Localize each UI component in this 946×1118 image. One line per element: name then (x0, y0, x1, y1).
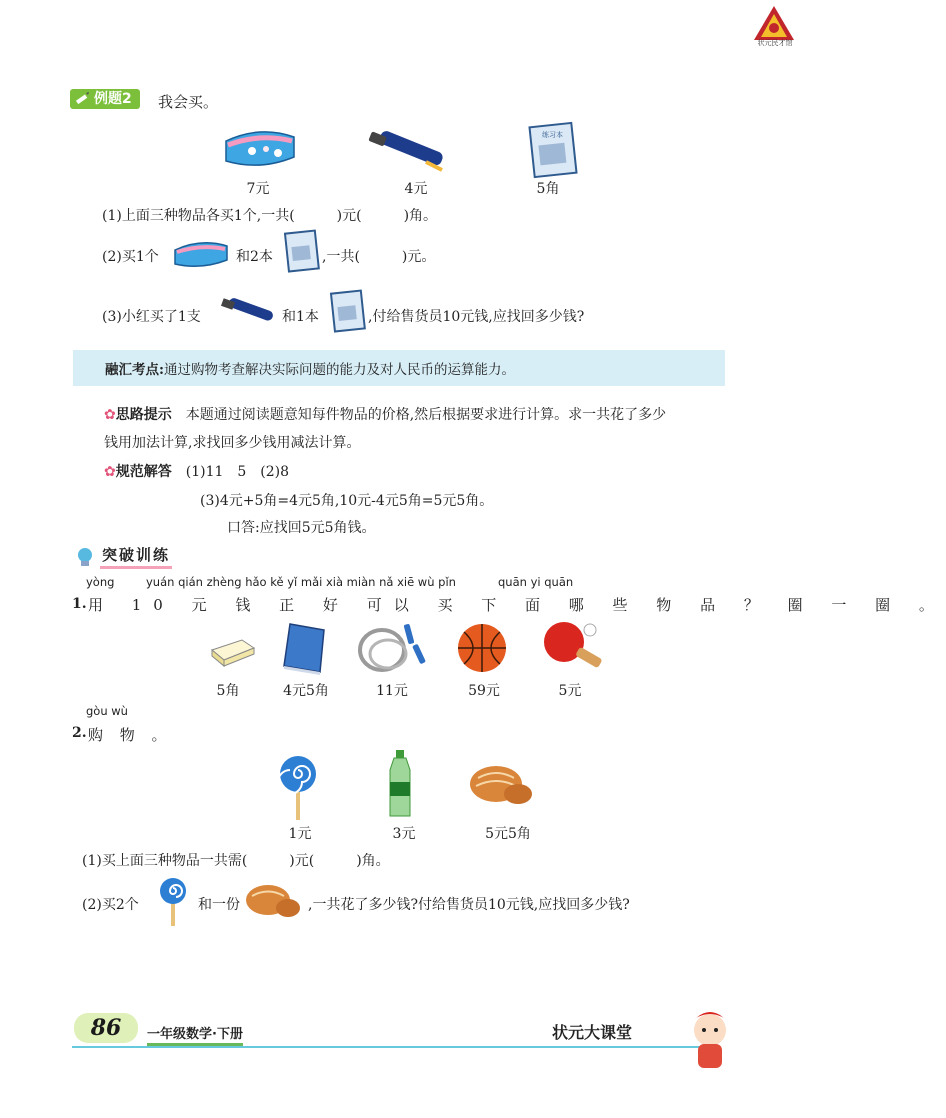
notebook-label: 练习本 (542, 131, 563, 139)
bread-icon (244, 880, 304, 922)
q1-number: 1. (72, 596, 87, 612)
lightbulb-icon (74, 546, 96, 568)
q1-price-basketball: 59元 (468, 683, 500, 699)
example-question-3-part-c: ,付给售货员10元钱,应找回多少钱? (368, 309, 585, 325)
q2-pinyin: gòu wù (86, 704, 128, 718)
q1-pinyin-3: quān yi quān (498, 575, 574, 589)
q1-price-eraser: 5角 (216, 683, 240, 699)
mascot-image (680, 1004, 740, 1074)
price-pencil-bag: 4元 (404, 181, 428, 197)
key-point-box (73, 350, 725, 386)
example-question-2-part-c: ,一共( )元。 (322, 249, 436, 265)
notebook-icon (330, 290, 366, 334)
thinking-hint-line-2: 钱用加法计算,求找回多少钱用减法计算。 (104, 435, 361, 451)
example-question-2-part-b: 和2本 (236, 249, 273, 265)
page-number: 86 (74, 1013, 138, 1043)
lollipop-image (276, 754, 320, 822)
q2-sub-question-2-part-c: ,一共花了多少钱?付给售货员10元钱,应找回多少钱? (308, 897, 630, 913)
price-notebook: 5角 (536, 181, 560, 197)
q2-price-soda: 3元 (392, 826, 416, 842)
example-question-1: (1)上面三种物品各买1个,一共( )元( )角。 (102, 208, 438, 224)
soda-bottle-image (386, 748, 414, 820)
footer-subject: 一年级数学·下册 (147, 1023, 243, 1046)
q2-sub-question-2-part-a: (2)买2个 (82, 897, 139, 913)
example-badge-label: 例题2 (94, 91, 132, 107)
q2-text: 购 物 。 (88, 726, 173, 744)
pencil-bag-image (368, 128, 446, 174)
q1-price-jump-rope: 11元 (376, 683, 408, 699)
eraser-image (208, 632, 258, 668)
q2-sub-question-2-part-b: 和一份 (198, 897, 240, 913)
notebook-image (528, 122, 578, 178)
ping-pong-paddle-image (538, 620, 608, 672)
thinking-hint-line-1: ✿思路提示 本题通过阅读题意知每件物品的价格,然后根据要求进行计算。求一共花了多少 (104, 407, 667, 423)
notebook-icon (284, 230, 320, 274)
flower-icon: ✿ (104, 407, 116, 423)
blue-book-image (280, 620, 332, 676)
training-section-title (74, 544, 172, 569)
example-title: 我会买。 (158, 93, 219, 111)
bread-image (468, 760, 536, 810)
thinking-hint-label: 思路提示 (115, 407, 172, 423)
footer-brand: 状元大课堂 (552, 1023, 633, 1042)
training-section-label: 突破训练 (100, 544, 172, 569)
price-pencil-case: 7元 (246, 181, 270, 197)
example-badge (70, 89, 140, 109)
answer-line-2: (3)4元+5角=4元5角,10元-4元5角=5元5角。 (200, 493, 494, 509)
answer-line-3: 口答:应找回5元5角钱。 (227, 520, 376, 536)
key-point-label: 融汇考点: (105, 362, 164, 378)
flower-icon: ✿ (104, 464, 116, 480)
answer-line-1: ✿规范解答 (1)11 5 (2)8 (104, 464, 290, 480)
jump-rope-image (352, 620, 430, 676)
basketball-image (456, 622, 508, 674)
q1-pinyin-2: yuán qián zhèng hǎo kě yǐ mǎi xià miàn nǎ xiē wù pǐn (146, 575, 456, 589)
lollipop-icon (158, 876, 188, 928)
answer-label: 规范解答 (115, 464, 172, 480)
q1-text: 用 10 元 钱 正 好 可以 买 下 面 哪 些 物 品 ？ 圈 一 圈 。 (88, 596, 946, 614)
pencil-icon (74, 91, 90, 107)
example-question-3-part-b: 和1本 (282, 309, 319, 325)
q1-pinyin-1: yòng (86, 575, 115, 589)
publisher-logo-text: 状元民才馆 (757, 39, 793, 47)
q1-price-paddle: 5元 (558, 683, 582, 699)
pencil-bag-icon (220, 296, 276, 326)
example-question-3-part-a: (3)小红买了1支 (102, 309, 201, 325)
pencil-case-icon (172, 240, 230, 268)
footer-divider (72, 1046, 712, 1048)
q2-sub-question-1: (1)买上面三种物品一共需( )元( )角。 (82, 853, 390, 869)
q2-price-lollipop: 1元 (288, 826, 312, 842)
q2-price-bread: 5元5角 (485, 826, 531, 842)
key-point-text: 通过购物考查解决实际问题的能力及对人民币的运算能力。 (163, 362, 515, 378)
q1-price-book: 4元5角 (283, 683, 329, 699)
example-question-2-part-a: (2)买1个 (102, 249, 159, 265)
pencil-case-image (222, 127, 298, 169)
q2-number: 2. (72, 725, 87, 741)
